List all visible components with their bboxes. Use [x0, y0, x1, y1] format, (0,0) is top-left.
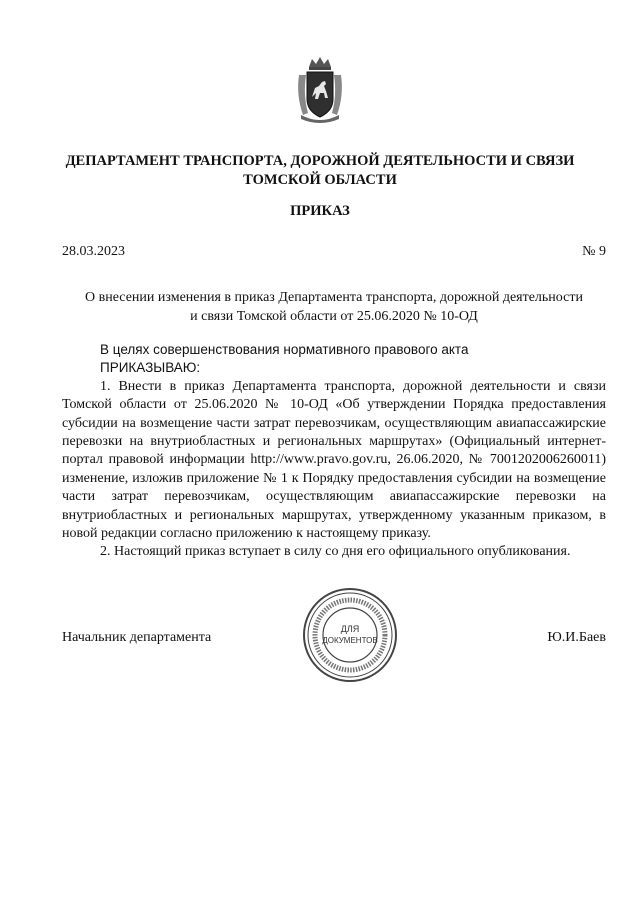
document-number: № 9: [582, 244, 606, 259]
order-word: ПРИКАЗЫВАЮ:: [100, 360, 201, 376]
document-date: 28.03.2023: [62, 244, 125, 259]
department-line-1: ДЕПАРТАМЕНТ ТРАНСПОРТА, ДОРОЖНОЙ ДЕЯТЕЛЬНОСТИ И СВЯЗИ: [65, 153, 575, 169]
department-line-2: ТОМСКОЙ ОБЛАСТИ: [243, 172, 397, 188]
stamp-icon: [300, 585, 400, 685]
subject-line-2: и связи Томской области от 25.06.2020 № 10-ОД: [190, 309, 478, 324]
signatory-name: Ю.И.Баев: [547, 630, 606, 645]
stamp-center-line-2: ДОКУМЕНТОВ: [322, 636, 378, 645]
department-name: [40, 152, 600, 190]
signatory-position: Начальник департамента: [62, 630, 212, 645]
coat-of-arms-icon: [295, 55, 345, 123]
document-type: ПРИКАЗ: [290, 203, 350, 219]
order-item-1: 1. Внести в приказ Департамента транспорта, дорожной деятельности и связи Томской области от 25.06.2020 № 10-ОД «Об утверждении Порядка предоставления субсидии на возмещение части затрат перевозчикам, осуществляющим авиапассажирские перевозки на внутриобластных и региональных маршрутах» (Официальный интернет-портал правовой информации http://www.pravo.gov.ru, 26.06.2020, № 7001202006260011) изменение, изложив приложение № 1 к Порядку предоставления субсидии на возмещение части затрат перевозчикам, осуществляющим авиапассажирские перевозки на внутриобластных и региональных маршрутах, утвержденному указанным приказом, в новой редакции согласно приложению к настоящему приказу.: [62, 378, 606, 542]
stamp-center-line-1: ДЛЯ: [340, 624, 360, 634]
order-item-2: 2. Настоящий приказ вступает в силу со дня его официального опубликования.: [100, 544, 571, 560]
document-subject: [62, 288, 606, 326]
preamble: В целях совершенствования нормативного правового акта: [100, 342, 469, 357]
subject-line-1: О внесении изменения в приказ Департамента транспорта, дорожной деятельности: [85, 290, 583, 305]
document-body: [62, 341, 606, 562]
